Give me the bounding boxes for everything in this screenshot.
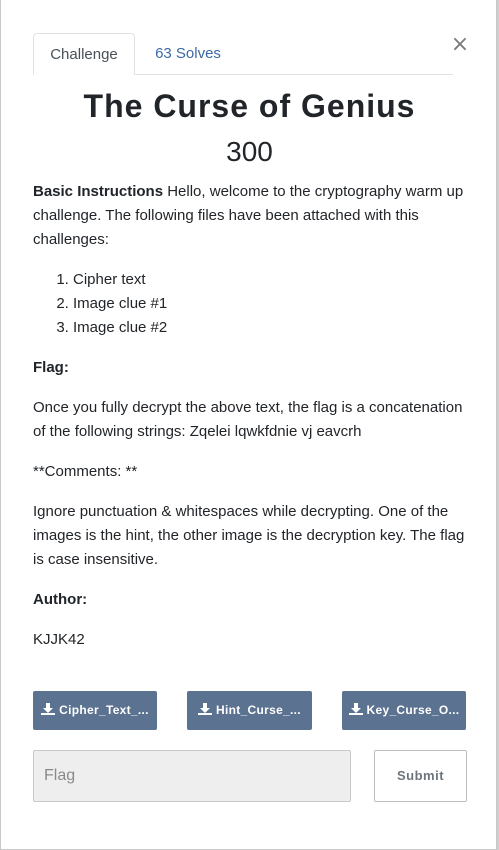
- challenge-description: [33, 180, 468, 668]
- download-label: Cipher_Text_...: [59, 703, 149, 717]
- download-label: Key_Curse_O...: [366, 703, 460, 717]
- intro-text: Hello, welcome to the cryptography warm up challenge. The following files have been attached with this challenges:: [33, 183, 464, 248]
- download-icon: [41, 703, 55, 715]
- list-item: 1. Cipher text: [73, 268, 468, 292]
- list-item: 3. Image clue #2: [73, 316, 468, 340]
- comments-heading: **Comments: **: [33, 463, 138, 480]
- tab-solves[interactable]: 63 Solves: [155, 45, 221, 62]
- intro-paragraph: [33, 180, 468, 252]
- close-icon[interactable]: ×: [450, 32, 470, 57]
- download-label: Hint_Curse_...: [216, 703, 301, 717]
- flag-text: Once you fully decrypt the above text, the flag is a concatenation of the following strings: Zqelei lqwkfdnie vj eavcrh: [33, 399, 463, 440]
- download-icon: [349, 703, 363, 715]
- challenge-tabs: [33, 33, 453, 75]
- flag-heading: Flag:: [33, 359, 69, 376]
- list-item: 2. Image clue #1: [73, 292, 468, 316]
- challenge-points: 300: [226, 136, 273, 167]
- author-heading: Author:: [33, 591, 88, 608]
- file-list: [73, 268, 468, 340]
- download-key-button[interactable]: [342, 691, 466, 730]
- challenge-title: The Curse of Genius: [83, 88, 416, 124]
- download-hint-button[interactable]: [187, 691, 312, 730]
- download-cipher-text-button[interactable]: [33, 691, 157, 730]
- download-icon: [198, 703, 212, 715]
- comments-text: Ignore punctuation & whitespaces while decrypting. One of the images is the hint, the other image is the decryption key. The flag is case insensitive.: [33, 503, 465, 568]
- author-name: KJJK42: [33, 631, 85, 648]
- intro-heading: Basic Instructions: [33, 183, 164, 200]
- submit-button[interactable]: Submit: [374, 750, 467, 802]
- flag-input[interactable]: [33, 750, 351, 802]
- tab-challenge[interactable]: Challenge: [33, 33, 135, 75]
